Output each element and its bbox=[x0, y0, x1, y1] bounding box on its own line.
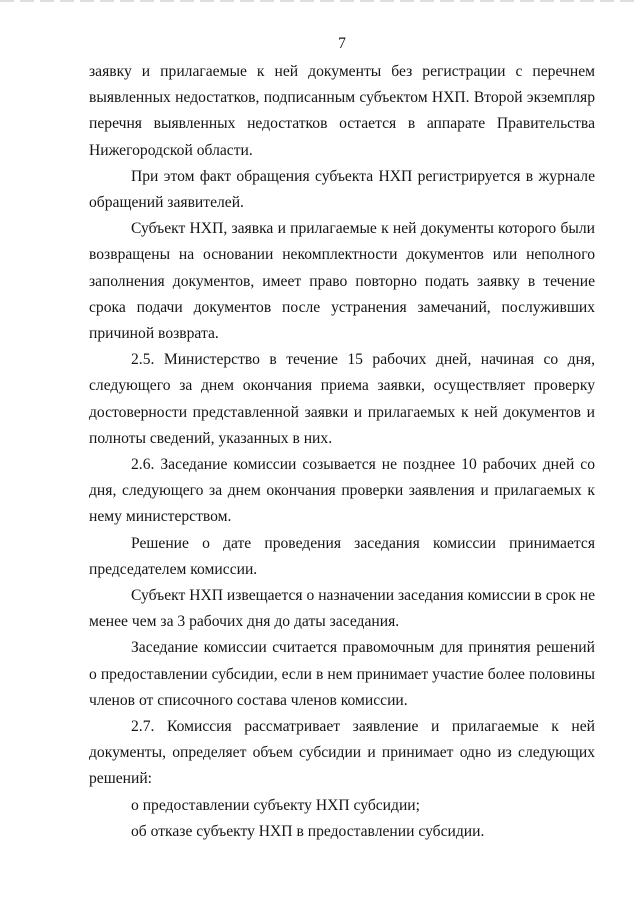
page-number: 7 bbox=[338, 35, 346, 52]
paragraph-resubmission-right: Субъект НХП, заявка и прилагаемые к ней документы которого были возвращены на основании некомплектности документов или неполного заполнения документов, имеет право повторно подать заявку в течение срока подачи документов после устранения замечаний, послуживших причиной возврата. bbox=[89, 220, 595, 343]
paragraph-meeting-date-decision: Решение о дате проведения заседания комиссии принимается председателем комиссии. bbox=[89, 534, 595, 578]
decision-option-grant: о предоставлении субъекту НХП субсидии; bbox=[131, 796, 420, 814]
paragraph-notification: Субъект НХП извещается о назначении заседания комиссии в срок не менее чем за 3 рабочих дня до даты заседания. bbox=[89, 587, 595, 631]
paragraph-clause-2-6: 2.6. Заседание комиссии созывается не позднее 10 рабочих дней со дня, следующего за днем окончания проверки заявления и прилагаемых к нему министерством. bbox=[89, 456, 595, 526]
paragraph-clause-2-7: 2.7. Комиссия рассматривает заявление и прилагаемые к ней документы, определяет объем субсидии и принимает одно из следующих решений: bbox=[89, 718, 595, 788]
document-body bbox=[89, 59, 595, 845]
paragraph-registration-journal: При этом факт обращения субъекта НХП регистрируется в журнале обращений заявителей. bbox=[89, 167, 595, 212]
paragraph-quorum: Заседание комиссии считается правомочным для принятия решений о предоставлении субсидии, если в нем принимает участие более половины членов от списочного состава членов комиссии. bbox=[89, 639, 595, 709]
scan-top-edge bbox=[0, 0, 640, 2]
paragraph-clause-2-5: 2.5. Министерство в течение 15 рабочих дней, начиная со дня, следующего за днем окончания приема заявки, осуществляет проверку достоверности представленной заявки и прилагаемых к ней документов и полноты сведений, указанных в них. bbox=[89, 351, 595, 447]
decision-option-refusal: об отказе субъекту НХП в предоставлении субсидии. bbox=[131, 822, 485, 840]
paragraph-continuation: заявку и прилагаемые к ней документы без регистрации с перечнем выявленных недостатков, подписанным субъектом НХП. Второй экземпляр перечня выявленных недостатков остается в аппарате Правительства Нижегородской области. bbox=[89, 63, 595, 159]
